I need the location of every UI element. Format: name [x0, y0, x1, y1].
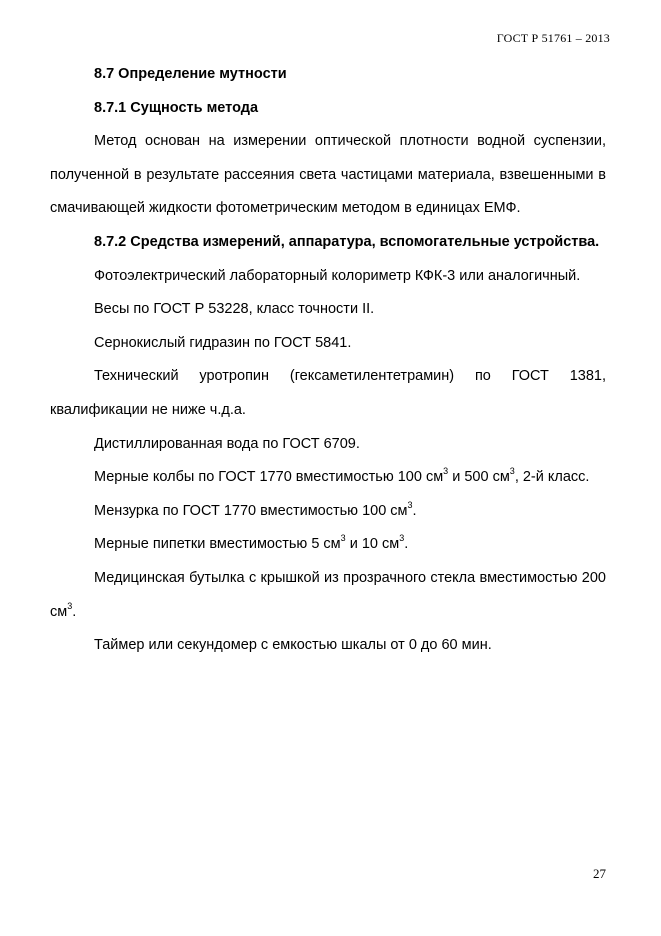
paragraph: Таймер или секундомер с емкостью шкалы от 0 до 60 мин. — [94, 637, 492, 654]
paragraph: Весы по ГОСТ Р 53228, класс точности II. — [94, 301, 375, 318]
paragraph: Метод основан на измерении оптической плотности водной суспензии, полученной в результате рассеяния света частицами материала, взвешенными в смачивающей жидкости фотометрическим методом в единицах ЕМФ. — [50, 133, 606, 217]
page-number: 27 — [593, 866, 606, 881]
text-run: Мерные пипетки вместимостью 5 см — [94, 536, 341, 553]
text-run: , 2-й класс. — [514, 469, 590, 486]
superscript: 3 — [509, 466, 515, 477]
text-run: Медицинская бутылка с крышкой из прозрачного стекла вместимостью 200 см — [50, 569, 606, 620]
subsection-title: 8.7.1 Сущность метода — [94, 99, 259, 116]
paragraph: Фотоэлектрический лабораторный колориметр КФК-3 или аналогичный. — [94, 267, 581, 284]
paragraph — [50, 461, 606, 495]
superscript: 3 — [340, 533, 346, 544]
superscript: 3 — [399, 533, 405, 544]
section-title: 8.7 Определение мутности — [94, 66, 287, 82]
text-run: Мензурка по ГОСТ 1770 вместимостью 100 см — [94, 502, 408, 519]
paragraph: Сернокислый гидразин по ГОСТ 5841. — [94, 334, 352, 351]
paragraph — [50, 495, 606, 529]
text-run: . — [412, 502, 417, 519]
subsection-title: 8.7.2 Средства измерений, аппаратура, вспомогательные устройства. — [94, 233, 600, 250]
paragraph — [50, 562, 606, 629]
page-header: ГОСТ Р 51761 – 2013 — [496, 31, 610, 45]
superscript: 3 — [67, 600, 73, 611]
paragraph — [50, 528, 606, 562]
paragraph: Технический уротропин (гексаметилентетрамин) по ГОСТ 1381, квалификации не ниже ч.д.а. — [50, 368, 606, 418]
text-run: . — [404, 536, 409, 553]
text-run: Мерные колбы по ГОСТ 1770 вместимостью 100 см — [94, 469, 444, 486]
page-content — [50, 58, 606, 663]
paragraph: Дистиллированная вода по ГОСТ 6709. — [94, 435, 360, 452]
text-run: и 10 см — [345, 536, 400, 553]
text-run: и 500 см — [448, 469, 510, 486]
superscript: 3 — [407, 499, 413, 510]
superscript: 3 — [443, 466, 449, 477]
text-run: . — [72, 603, 77, 620]
